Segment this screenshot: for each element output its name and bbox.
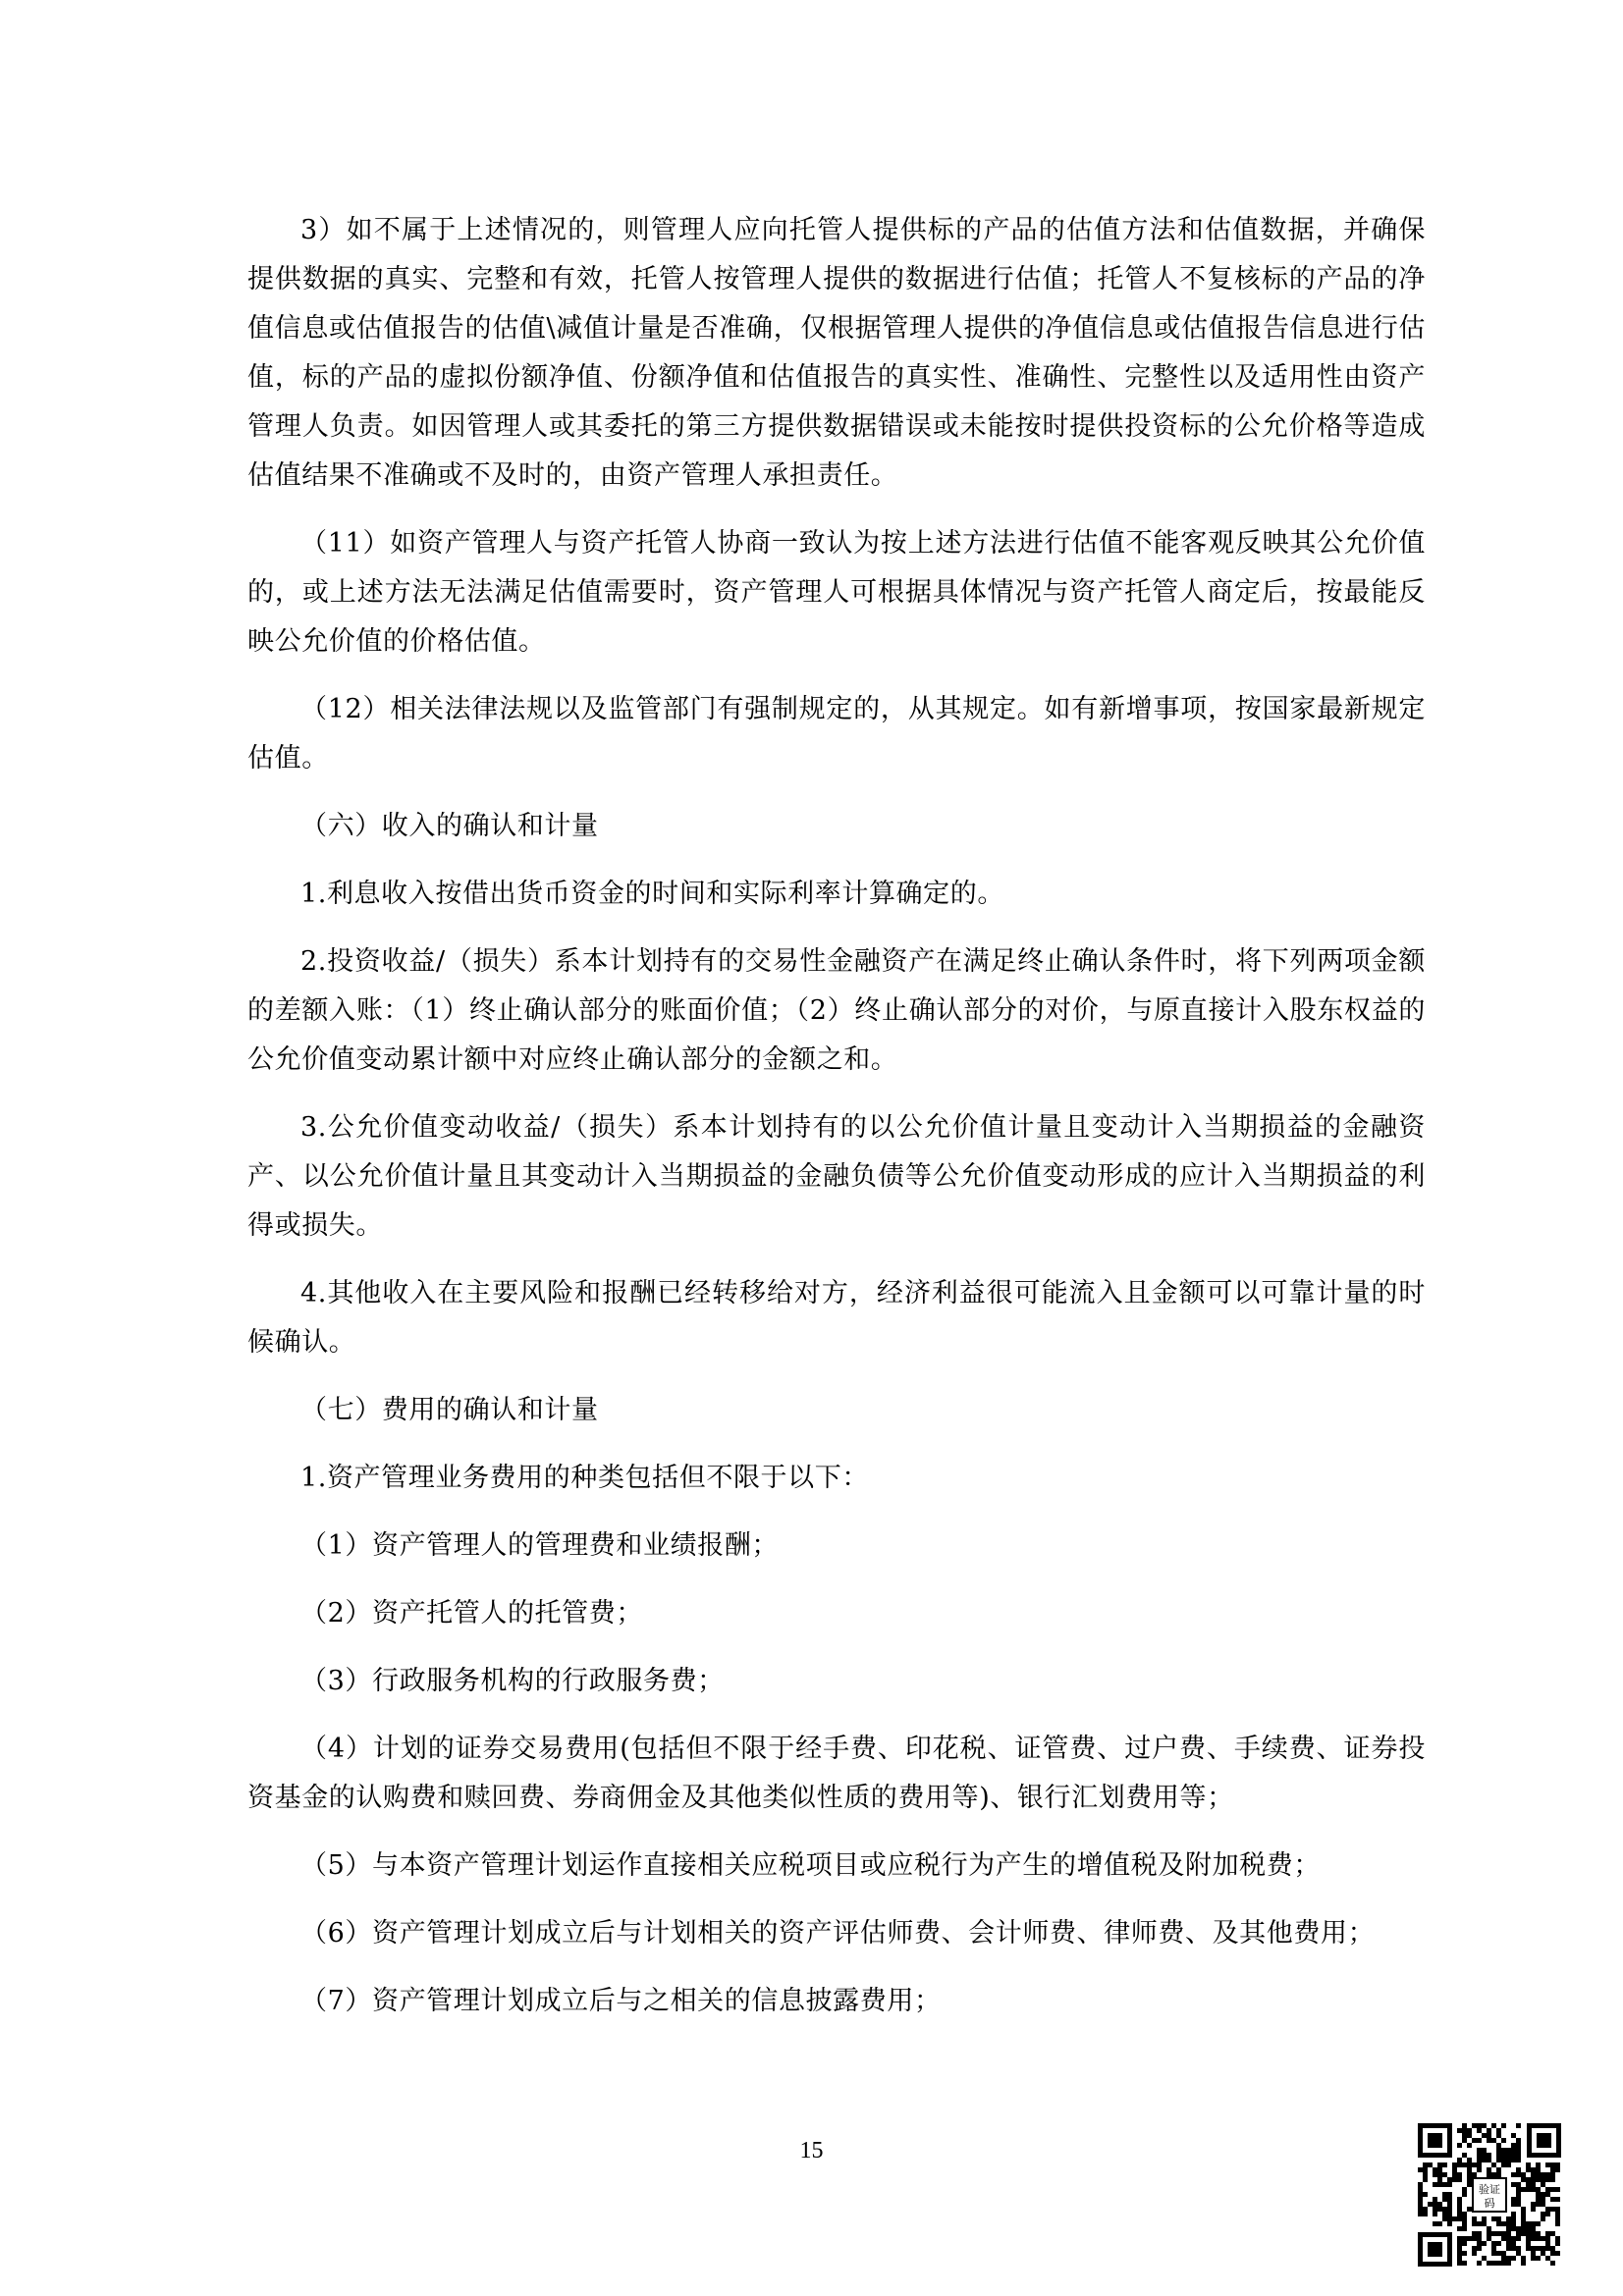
list-item-expense-4: （4）计划的证券交易费用(包括但不限于经手费、印花税、证管费、过户费、手续费、证券投资基金的认购费和赎回费、券商佣金及其他类似性质的费用等)、银行汇划费用等； [247, 1734, 1426, 1813]
paragraph-valuation-11: （11）如资产管理人与资产托管人协商一致认为按上述方法进行估值不能客观反映其公允价值的，或上述方法无法满足估值需要时，资产管理人可根据具体情况与资产托管人商定后，按最能反映公允价值的价格估值。 [247, 528, 1426, 657]
list-item-expense-7: （7）资产管理计划成立后与之相关的信息披露费用； [300, 1986, 942, 2016]
document-body [247, 206, 1426, 2045]
svg-text:码: 码 [1484, 2197, 1495, 2210]
paragraph-expenses-1: 1.资产管理业务费用的种类包括但不限于以下： [300, 1463, 869, 1493]
svg-text:验证: 验证 [1479, 2183, 1500, 2196]
list-item-expense-2: （2）资产托管人的托管费； [300, 1598, 643, 1629]
list-item-expense-1: （1）资产管理人的管理费和业绩报酬； [300, 1530, 779, 1561]
paragraph-income-2: 2.投资收益/（损失）系本计划持有的交易性金融资产在满足终止确认条件时，将下列两项金额的差额入账：（1）终止确认部分的账面价值；（2）终止确认部分的对价，与原直接计入股东权益的公允价值变动累计额中对应终止确认部分的金额之和。 [247, 946, 1426, 1075]
qr-finder-bottom-left [1418, 2232, 1452, 2267]
section-heading-expenses: （七）费用的确认和计量 [300, 1395, 599, 1425]
paragraph-valuation-3: 3）如不属于上述情况的，则管理人应向托管人提供标的产品的估值方法和估值数据，并确保提供数据的真实、完整和有效，托管人按管理人提供的数据进行估值；托管人不复核标的产品的净值信息或估值报告的估值\减值计量是否准确，仅根据管理人提供的净值信息或估值报告信息进行估值，标的产品的虚拟份额净值、份额净值和估值报告的真实性、准确性、完整性以及适用性由资产管理人负责。如因管理人或其委托的第三方提供数据错误或未能按时提供投资标的公允价格等造成估值结果不准确或不及时的，由资产管理人承担责任。 [247, 215, 1426, 491]
list-item-expense-5: （5）与本资产管理计划运作直接相关应税项目或应税行为产生的增值税及附加税费； [300, 1850, 1321, 1881]
qr-finder-top-left [1418, 2123, 1452, 2158]
section-heading-income: （六）收入的确认和计量 [300, 811, 599, 841]
page-number: 15 [799, 2138, 824, 2163]
paragraph-income-1: 1.利息收入按借出货币资金的时间和实际利率计算确定的。 [300, 879, 1004, 909]
qr-center-stamp [1473, 2178, 1506, 2212]
qr-code-icon [1416, 2121, 1563, 2269]
qr-finder-top-right [1527, 2123, 1561, 2158]
paragraph-income-4: 4.其他收入在主要风险和报酬已经转移给对方，经济利益很可能流入且金额可以可靠计量的时候确认。 [247, 1278, 1426, 1358]
paragraph-income-3: 3.公允价值变动收益/（损失）系本计划持有的以公允价值计量且变动计入当期损益的金融资产、以公允价值计量且其变动计入当期损益的金融负债等公允价值变动形成的应计入当期损益的利得或损失。 [247, 1112, 1426, 1241]
list-item-expense-3: （3）行政服务机构的行政服务费； [300, 1666, 725, 1696]
list-item-expense-6: （6）资产管理计划成立后与计划相关的资产评估师费、会计师费、律师费、及其他费用； [300, 1918, 1376, 1949]
paragraph-valuation-12: （12）相关法律法规以及监管部门有强制规定的，从其规定。如有新增事项，按国家最新规定估值。 [247, 694, 1426, 774]
